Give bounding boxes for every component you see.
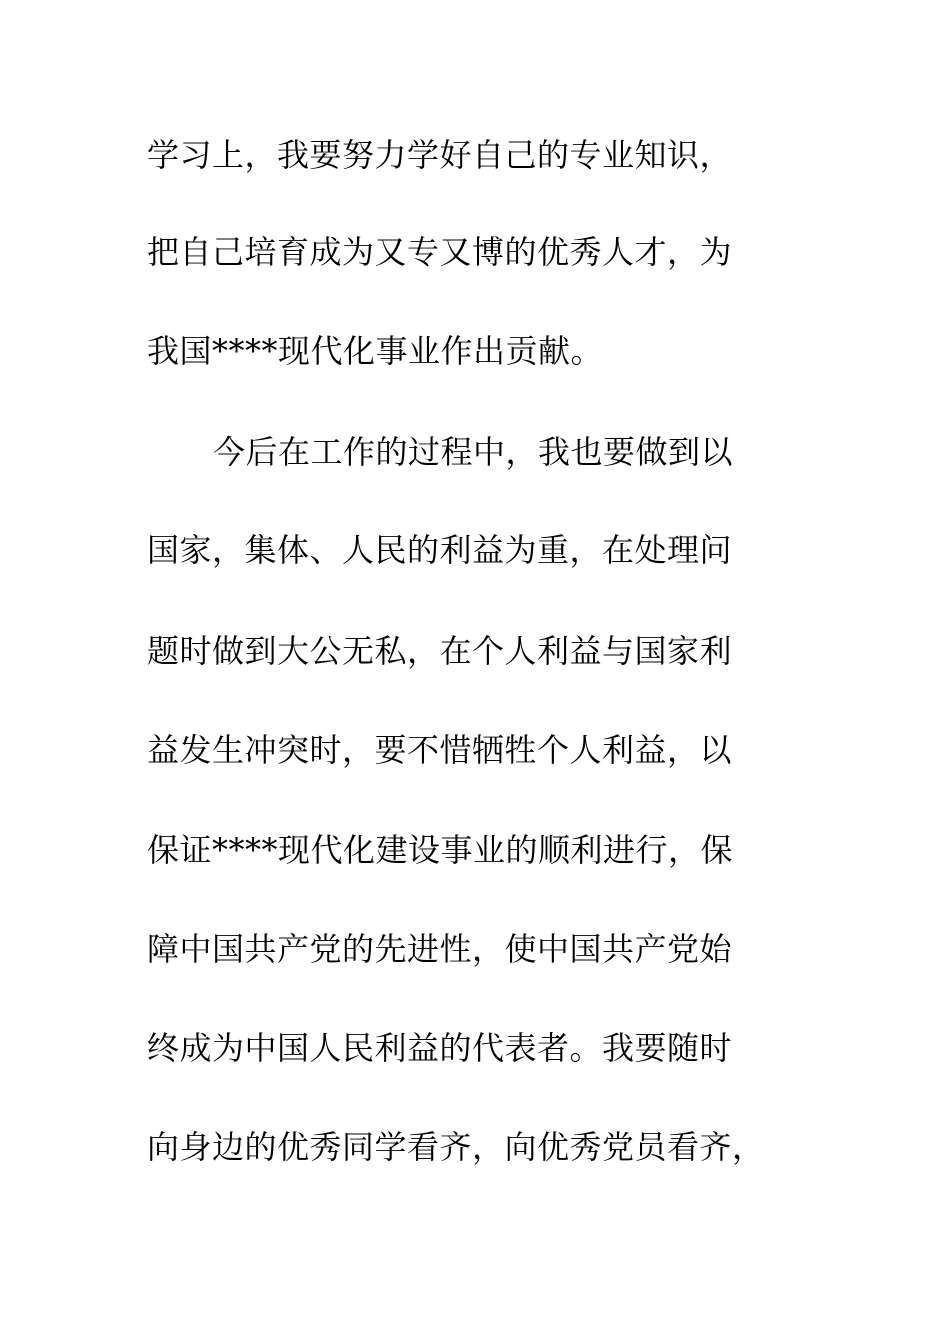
- paragraph-line: 我国****现代化事业作出贡献。: [147, 332, 604, 370]
- paragraph-line: 向身边的优秀同学看齐，向优秀党员看齐，: [147, 1128, 765, 1166]
- paragraph-line: 国家，集体、人民的利益为重，在处理问: [147, 531, 733, 569]
- paragraph-line: 题时做到大公无私，在个人利益与国家利: [147, 632, 733, 670]
- paragraph-line: 障中国共产党的先进性，使中国共产党始: [147, 930, 733, 968]
- paragraph-line: 学习上，我要努力学好自己的专业知识，: [147, 136, 733, 174]
- paragraph-line: 今后在工作的过程中，我也要做到以: [213, 433, 734, 471]
- paragraph-line: 把自己培育成为又专又博的优秀人才，为: [147, 233, 733, 271]
- paragraph-line: 终成为中国人民利益的代表者。我要随时: [147, 1029, 733, 1067]
- paragraph-line: 益发生冲突时，要不惜牺牲个人利益，以: [147, 731, 733, 769]
- paragraph-line: 保证****现代化建设事业的顺利进行，保: [147, 831, 734, 869]
